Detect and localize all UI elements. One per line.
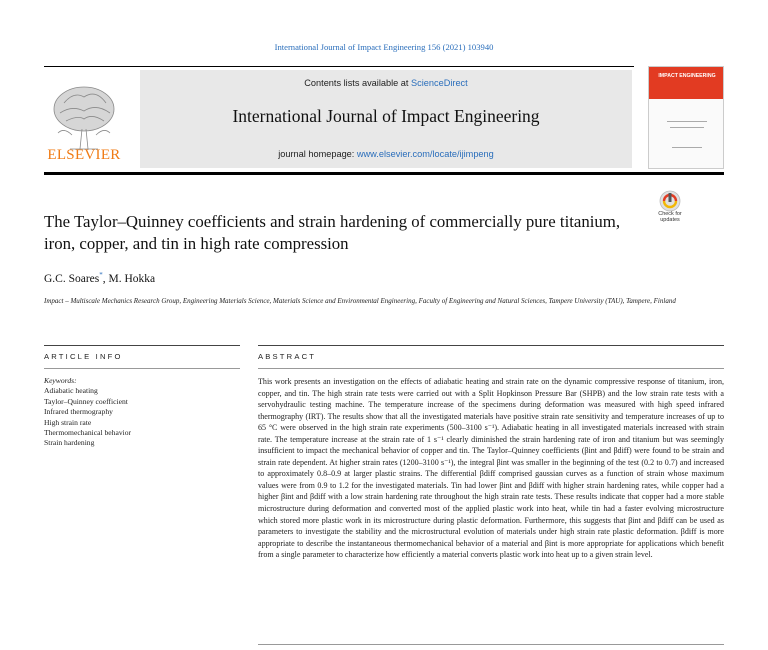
author-name[interactable]: M. Hokka xyxy=(108,272,156,285)
journal-name[interactable]: International Journal of Impact Engineering xyxy=(232,106,540,126)
cover-text-line xyxy=(672,147,702,148)
contents-line xyxy=(140,78,632,88)
author-list xyxy=(44,271,155,285)
cover-text-line xyxy=(670,127,704,128)
header-bottom-rule xyxy=(44,172,724,175)
homepage-line xyxy=(140,149,632,159)
keyword-item: Taylor–Quinney coefficient xyxy=(44,396,128,406)
cover-title: IMPACT ENGINEERING xyxy=(658,73,716,79)
cover-red-band xyxy=(649,67,723,99)
header-top-rule xyxy=(44,66,634,67)
journal-citation[interactable]: International Journal of Impact Engineering 156 (2021) 103940 xyxy=(274,42,494,52)
keyword-item: Strain hardening xyxy=(44,438,95,448)
check-label-line2: updates xyxy=(660,217,680,223)
keyword-item: High strain rate xyxy=(44,417,92,427)
paper-title: The Taylor–Quinney coefficients and strain hardening of commercially pure titanium, iron, copper, and tin in high rate compression xyxy=(44,212,621,253)
abstract-text: This work presents an investigation on the effects of adiabatic heating and strain rate on the dynamic compressive response of titanium, iron, copper, and tin. The high strain rate tests were carried out with a Split Hopkinson Pressure Bar (SHPB) and the low strain rate tests with a servohydraulic testing machine. The temperature increase of the specimens during deformation was measured with high speed infrared thermography (IRT). The results show that all the investigated materials have positive strain rate sensitivity and temperature increases of up to 65 °C were observed in the high strain rate experiments (500–3100 s⁻¹). Adiabatic heating in all investigated materials increased with strain rate. The temperature increase at the strain rate of 1 s⁻¹ clearly diminished the strain hardening rate of iron and titanium but was seemingly insufficient to impact the mechanical behavior of copper and tin. The Taylor–Quinney coefficients (βint and βdiff) were found to be strain and strain rate dependent. At higher strain rates (1200–3100 s⁻¹), the integral βint was smaller in the beginning of the test (0.2 to 0.7) and increased to approximately 0.8–0.9 at larger plastic strains. The differential βdiff comprised gaussian curves as a function of strain whose maximum values were from 0.9 to 1.2 for the investigated materials. Tin had lower βint and βdiff with higher strain hardening rates, while copper had a higher βint and βdiff with a low strain hardening rate throughout the high strain rate tests. These results indicate that copper had a more stable microstructure during deformation and converted most of the applied plastic work into heat, while tin had a faster evolving microstructure which stored more plastic work in its microstructure during plastic deformation. Furthermore, this suggests that βint and βdiff can be used as parameters to investigate the stability and the microstructural evolution of materials under high strain rate plastic deformation. βdiff is more appropriate to describe the instantaneous thermomechanical behavior of a material and βint is more appropriate for applications which benefit from a single parameter to characterize how efficiently a material converts plastic work into heat up to a given strain level. xyxy=(258,377,724,560)
cover-body xyxy=(649,99,723,169)
homepage-prefix: journal homepage: xyxy=(278,149,355,159)
section-rule xyxy=(258,368,724,369)
elsevier-wordmark[interactable]: ELSEVIER xyxy=(47,147,121,163)
check-for-updates-label[interactable] xyxy=(646,211,694,223)
cover-text-line xyxy=(667,121,707,122)
check-for-updates-icon[interactable] xyxy=(652,189,688,231)
sciencedirect-link[interactable]: ScienceDirect xyxy=(411,78,468,88)
keyword-item: Infrared thermography xyxy=(44,407,113,417)
section-rule xyxy=(44,345,240,346)
contents-prefix: Contents lists available at xyxy=(304,78,409,88)
author-affiliation: Impact – Multiscale Mechanics Research Group, Engineering Materials Science, Materials Science and Environmental Engineering, Faculty of Engineering and Natural Sciences, Tampere University (TAU), Tampere, Finland xyxy=(44,297,676,305)
keyword-item: Thermomechanical behavior xyxy=(44,428,132,438)
abstract-heading: ABSTRACT xyxy=(258,352,317,361)
article-info-heading: ARTICLE INFO xyxy=(44,352,123,361)
keywords-label: Keywords: xyxy=(44,376,77,385)
journal-homepage-link[interactable]: www.elsevier.com/locate/ijimpeng xyxy=(356,149,494,159)
author-separator: , xyxy=(102,272,109,285)
section-rule xyxy=(44,368,240,369)
author-name[interactable]: G.C. Soares xyxy=(44,272,100,285)
section-rule xyxy=(258,345,724,346)
keywords-list xyxy=(44,376,244,449)
corresponding-author-mark[interactable]: * xyxy=(99,271,103,279)
section-rule xyxy=(258,644,724,645)
journal-header-box xyxy=(140,70,632,168)
check-label-line1: Check for xyxy=(658,211,682,217)
keyword-item: Adiabatic heating xyxy=(44,386,98,396)
journal-cover-thumbnail[interactable] xyxy=(648,66,724,169)
